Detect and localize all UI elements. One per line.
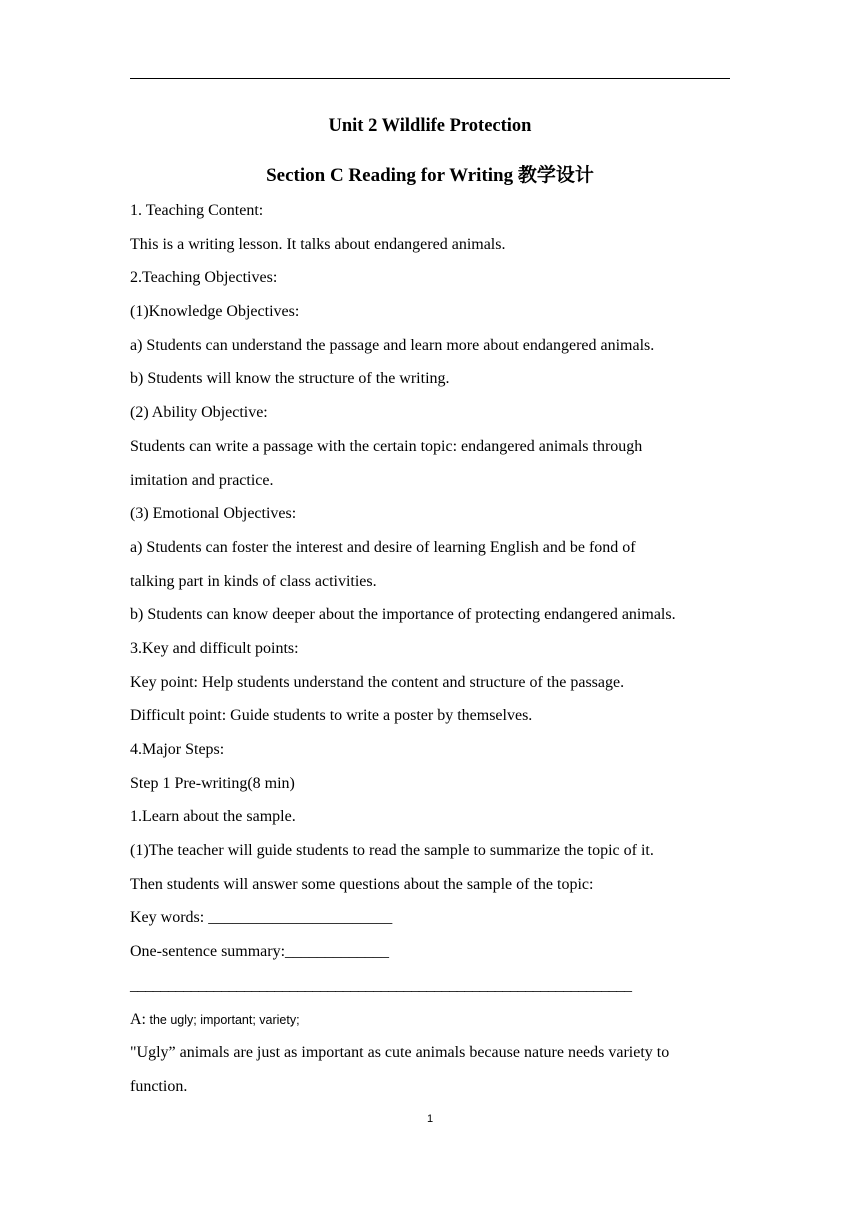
answer-line: "Ugly” animals are just as important as cute animals because nature needs variety to	[130, 1044, 670, 1062]
heading-major-steps: 4.Major Steps:	[130, 741, 225, 758]
document-subtitle: Section C Reading for Writing 教学设计	[266, 165, 594, 186]
key-words-blank: Key words: _______________________	[130, 909, 393, 927]
paragraph-line: This is a writing lesson. It talks about endangered animals.	[130, 235, 506, 253]
heading-teaching-content: 1. Teaching Content:	[130, 202, 264, 219]
paragraph-line: a) Students can foster the interest and desire of learning English and be fond of	[130, 538, 636, 556]
paragraph-line: imitation and practice.	[130, 471, 274, 489]
document-body	[130, 201, 730, 1111]
answer-label: A:	[130, 1010, 146, 1028]
paragraph-line: Difficult point: Guide students to write a poster by themselves.	[130, 707, 533, 725]
answer-keywords: the ugly; important; variety;	[149, 1012, 300, 1027]
page-number: 1	[426, 1113, 434, 1125]
subheading-ability-objective: (2) Ability Objective:	[130, 404, 268, 422]
heading-key-difficult-points: 3.Key and difficult points:	[130, 639, 299, 657]
answer-blank-line: __________________________________________________________________	[130, 976, 632, 994]
paragraph-line: b) Students can know deeper about the importance of protecting endangered animals.	[130, 606, 676, 624]
document-title: Unit 2 Wildlife Protection	[328, 116, 532, 136]
paragraph-line: 1.Learn about the sample.	[130, 808, 296, 826]
paragraph-line: a) Students can understand the passage and learn more about endangered animals.	[130, 336, 655, 354]
subheading-emotional-objectives: (3) Emotional Objectives:	[130, 505, 297, 523]
paragraph-line: Students can write a passage with the certain topic: endangered animals through	[130, 437, 643, 455]
header-rule	[130, 78, 730, 79]
paragraph-line: Then students will answer some questions about the sample of the topic:	[130, 875, 594, 893]
subheading-knowledge-objectives: (1)Knowledge Objectives:	[130, 303, 300, 321]
answer-line: function.	[130, 1077, 188, 1095]
paragraph-line: b) Students will know the structure of the writing.	[130, 370, 450, 388]
answer-keywords-line	[130, 1010, 730, 1044]
summary-blank: One-sentence summary:_____________	[130, 943, 390, 961]
paragraph-line: (1)The teacher will guide students to read the sample to summarize the topic of it.	[130, 842, 654, 860]
step-heading: Step 1 Pre-writing(8 min)	[130, 774, 295, 792]
paragraph-line: talking part in kinds of class activities.	[130, 572, 377, 590]
heading-teaching-objectives: 2.Teaching Objectives:	[130, 269, 278, 287]
paragraph-line: Key point: Help students understand the content and structure of the passage.	[130, 673, 625, 691]
